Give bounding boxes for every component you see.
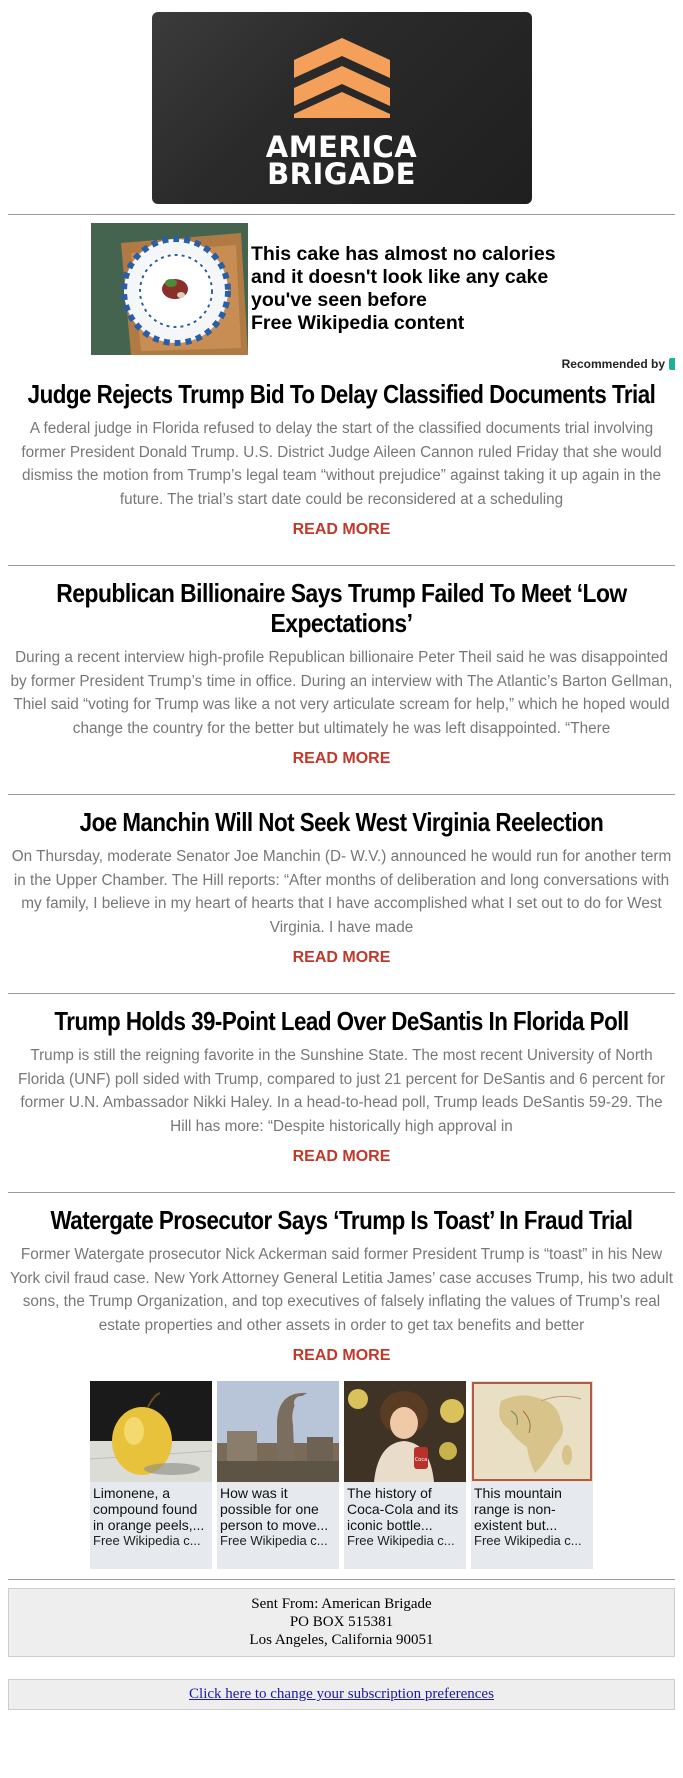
brand-logo[interactable] bbox=[152, 12, 532, 204]
article-excerpt: During a recent interview high-profile Republican billionaire Peter Theil said he was disappointed by former President Trump’s time in office. During an interview with The Atlantic’s Barton Gellman, Thiel said “voting for Trump was like a not very articulate scream for help,” which he hoped would change the country for the better but ultimately he was left disappointed. “There bbox=[10, 649, 673, 737]
article bbox=[8, 994, 675, 1192]
card-source: Free Wikipedia c... bbox=[474, 1533, 582, 1548]
ad-source: Free Wikipedia content bbox=[251, 312, 465, 334]
article-title[interactable]: Republican Billionaire Says Trump Failed To Meet ‘Low Expectations’ bbox=[56, 578, 627, 638]
card-title[interactable]: This mountain range is non-existent but... bbox=[474, 1485, 562, 1533]
article-title[interactable]: Watergate Prosecutor Says ‘Trump Is Toast’ In Fraud Trial bbox=[50, 1205, 633, 1235]
vintage-cola-poster-image bbox=[344, 1381, 466, 1482]
brand-name-line1: AMERICA bbox=[265, 130, 418, 164]
card-source: Free Wikipedia c... bbox=[93, 1533, 201, 1548]
card-image[interactable] bbox=[471, 1381, 593, 1482]
article-title[interactable]: Joe Manchin Will Not Seek West Virginia Reelection bbox=[79, 807, 604, 837]
article-excerpt: On Thursday, moderate Senator Joe Manchin (D- W.V.) announced he would run for another term in the Upper Chamber. The Hill reports: “After months of deliberation and long conversations with my family, I believe in my heart of hearts that I have accomplished what I set out to do for West Virginia. I have made bbox=[11, 848, 672, 936]
article-excerpt: Former Watergate prosecutor Nick Ackerman said former President Trump is “toast” in his New York civil fraud case. New York Attorney General Letitia James’ case accuses Trump, his two adult sons, the Trump Organization, and top executives of falsely inflating the values of Trump’s real estate properties and other assets in order to get tax benefits and better bbox=[10, 1246, 673, 1334]
logo-header bbox=[8, 0, 675, 214]
article-title[interactable]: Judge Rejects Trump Bid To Delay Classified Documents Trial bbox=[27, 379, 656, 409]
card-title[interactable]: How was it possible for one person to move... bbox=[220, 1485, 329, 1533]
antique-africa-map-image bbox=[471, 1381, 593, 1482]
recommended-by-label: Recommended by bbox=[561, 357, 665, 371]
chevron-stack-icon bbox=[282, 38, 402, 132]
subscription-preferences bbox=[8, 1679, 675, 1710]
po-box: PO BOX 515381 bbox=[289, 1614, 394, 1630]
ad-headline-link[interactable] bbox=[251, 243, 581, 335]
card-title[interactable]: The history of Coca-Cola and its iconic bottle... bbox=[347, 1485, 459, 1533]
card-image[interactable] bbox=[344, 1381, 466, 1482]
recommendation-card[interactable] bbox=[217, 1381, 339, 1569]
recommender-logo-icon bbox=[669, 358, 675, 370]
read-more-link[interactable]: READ MORE bbox=[292, 1148, 391, 1165]
article bbox=[8, 1193, 675, 1379]
card-image[interactable] bbox=[90, 1381, 212, 1482]
recommendation-grid bbox=[8, 1381, 675, 1579]
article bbox=[8, 566, 675, 794]
svg-text:Coca: Coca bbox=[414, 1457, 428, 1463]
subscription-preferences-link[interactable]: Click here to change your subscription preferences bbox=[189, 1686, 494, 1702]
city-state-zip: Los Angeles, California 90051 bbox=[249, 1632, 434, 1648]
article-title[interactable]: Trump Holds 39-Point Lead Over DeSantis In Florida Poll bbox=[54, 1006, 629, 1036]
read-more-link[interactable]: READ MORE bbox=[292, 1347, 391, 1364]
read-more-link[interactable]: READ MORE bbox=[292, 521, 391, 538]
recommendation-card[interactable] bbox=[344, 1381, 466, 1569]
recommendation-card[interactable] bbox=[90, 1381, 212, 1569]
card-image[interactable] bbox=[217, 1381, 339, 1482]
card-title[interactable]: Limonene, a compound found in orange peels,... bbox=[93, 1485, 205, 1533]
ad-headline[interactable]: This cake has almost no calories and it doesn't look like any cake you've seen before bbox=[251, 243, 556, 311]
divider bbox=[8, 1579, 675, 1580]
divider bbox=[8, 214, 675, 215]
article bbox=[8, 795, 675, 993]
sent-from: Sent From: American Brigade bbox=[251, 1596, 432, 1612]
lemon-image bbox=[90, 1381, 212, 1482]
card-source: Free Wikipedia c... bbox=[347, 1533, 455, 1548]
plate-cake-image bbox=[91, 223, 248, 355]
article bbox=[8, 379, 675, 565]
brand-name bbox=[265, 130, 418, 191]
read-more-link[interactable]: READ MORE bbox=[292, 949, 391, 966]
article-excerpt: A federal judge in Florida refused to delay the start of the classified documents trial involving former President Donald Trump. U.S. District Judge Aileen Cannon ruled Friday that she would dismiss the motion from Trump’s legal team “without prejudice” against taking it up again in the future. The trial’s start date could be reconsidered at a scheduling bbox=[21, 420, 662, 508]
recommended-by[interactable] bbox=[562, 357, 675, 371]
ad-image[interactable] bbox=[91, 223, 248, 355]
stone-ruins-image bbox=[217, 1381, 339, 1482]
recommendation-card[interactable] bbox=[471, 1381, 593, 1569]
article-excerpt: Trump is still the reigning favorite in the Sunshine State. The most recent University of North Florida (UNF) poll sided with Trump, compared to just 21 percent for DeSantis and 6 percent for former U.N. Ambassador Nikki Haley. In a head-to-head poll, Trump leads DeSantis 59-29. The Hill has more: “Despite historically high approval in bbox=[17, 1047, 665, 1135]
brand-name-line2: BRIGADE bbox=[267, 157, 416, 191]
read-more-link[interactable]: READ MORE bbox=[292, 750, 391, 767]
card-source: Free Wikipedia c... bbox=[220, 1533, 328, 1548]
sender-address bbox=[8, 1588, 675, 1657]
sponsored-ad[interactable] bbox=[8, 223, 675, 383]
